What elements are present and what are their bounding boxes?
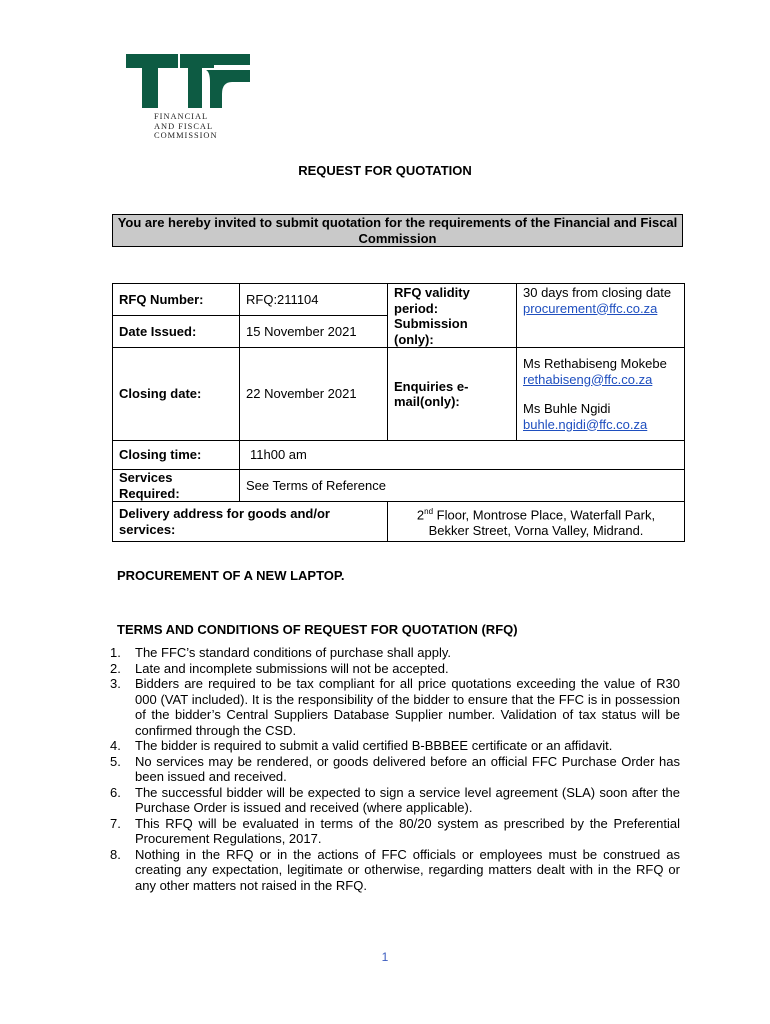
contact1-email-link[interactable]: rethabiseng@ffc.co.za xyxy=(523,371,653,387)
rfq-details-table xyxy=(112,283,685,542)
terms-list xyxy=(110,645,680,893)
table-row xyxy=(113,348,685,441)
closing-time-value: 11h00 am xyxy=(240,441,685,470)
list-item: 3. Bidders are required to be tax compliant for all price quotations exceeding the value of R30 000 (VAT included). It is the responsibility of the bidder to ensure that the FFC is in possession of the bidder’s Central Suppliers Database Supplier number. Validation of tax status will be confirmed through the CSD. xyxy=(110,676,680,738)
contact2-email-link[interactable]: buhle.ngidi@ffc.co.za xyxy=(523,416,648,432)
procurement-heading: PROCUREMENT OF A NEW LAPTOP. xyxy=(117,568,345,583)
delivery-address: 2nd Floor, Montrose Place, Waterfall Park, Bekker Street, Vorna Valley, Midrand. xyxy=(388,502,685,542)
enquiries-label: Enquiries e-mail(only): xyxy=(388,348,517,441)
closing-time-label: Closing time: xyxy=(113,441,240,470)
invitation-banner: You are hereby invited to submit quotation for the requirements of the Financial and Fiscal Commission xyxy=(112,214,683,247)
closing-date-label: Closing date: xyxy=(113,348,240,441)
delivery-label: Delivery address for goods and/or services: xyxy=(113,502,388,542)
list-item: 5. No services may be rendered, or goods delivered before an official FFC Purchase Order has been issued and received. xyxy=(110,753,680,784)
ffc-logo-icon xyxy=(124,52,252,110)
rfq-number-label: RFQ Number: xyxy=(113,284,240,316)
table-row xyxy=(113,441,685,470)
table-row xyxy=(113,502,685,542)
services-label: Services Required: xyxy=(113,470,240,502)
list-item: 6. The successful bidder will be expected to sign a service level agreement (SLA) soon after the Purchase Order is issued and received (where applicable). xyxy=(110,784,680,815)
list-item: 4. The bidder is required to submit a valid certified B-BBBEE certificate or an affidavit. xyxy=(110,738,613,753)
list-item: 8. Nothing in the RFQ or in the actions of FFC officials or employees must be construed as creating any expectation, legitimate or otherwise, regarding matters dealt with in the RFQ or any other matters not raised in the RFQ. xyxy=(110,846,680,893)
validity-label: RFQ validity period: xyxy=(394,285,470,316)
contact2-name: Ms Buhle Ngidi xyxy=(523,401,611,416)
validity-submission-values xyxy=(517,284,685,348)
terms-heading: TERMS AND CONDITIONS OF REQUEST FOR QUOTATION (RFQ) xyxy=(117,622,518,637)
services-value: See Terms of Reference xyxy=(240,470,685,502)
submission-email-link[interactable]: procurement@ffc.co.za xyxy=(523,300,658,316)
closing-date-value: 22 November 2021 xyxy=(240,348,388,441)
page-number: 1 xyxy=(381,950,389,964)
list-item: 7. This RFQ will be evaluated in terms of the 80/20 system as prescribed by the Preferential Procurement Regulations, 2017. xyxy=(110,815,680,846)
table-row xyxy=(113,470,685,502)
validity-value: 30 days from closing date xyxy=(523,285,672,300)
document-title: REQUEST FOR QUOTATION xyxy=(298,163,472,178)
enquiries-contacts xyxy=(517,348,685,441)
contact1-name: Ms Rethabiseng Mokebe xyxy=(523,356,667,371)
rfq-number-value: RFQ:211104 xyxy=(240,284,388,316)
date-issued-label: Date Issued: xyxy=(113,316,240,348)
ffc-logo xyxy=(124,52,252,142)
logo-wordmark: FINANCIAL AND FISCAL COMMISSION xyxy=(154,112,218,141)
list-item: 2. Late and incomplete submissions will not be accepted. xyxy=(110,660,449,676)
validity-submission-cell xyxy=(388,284,517,348)
date-issued-value: 15 November 2021 xyxy=(240,316,388,348)
table-row xyxy=(113,284,685,316)
list-item: 1. The FFC’s standard conditions of purchase shall apply. xyxy=(110,645,452,660)
submission-label: Submission (only): xyxy=(394,316,468,347)
